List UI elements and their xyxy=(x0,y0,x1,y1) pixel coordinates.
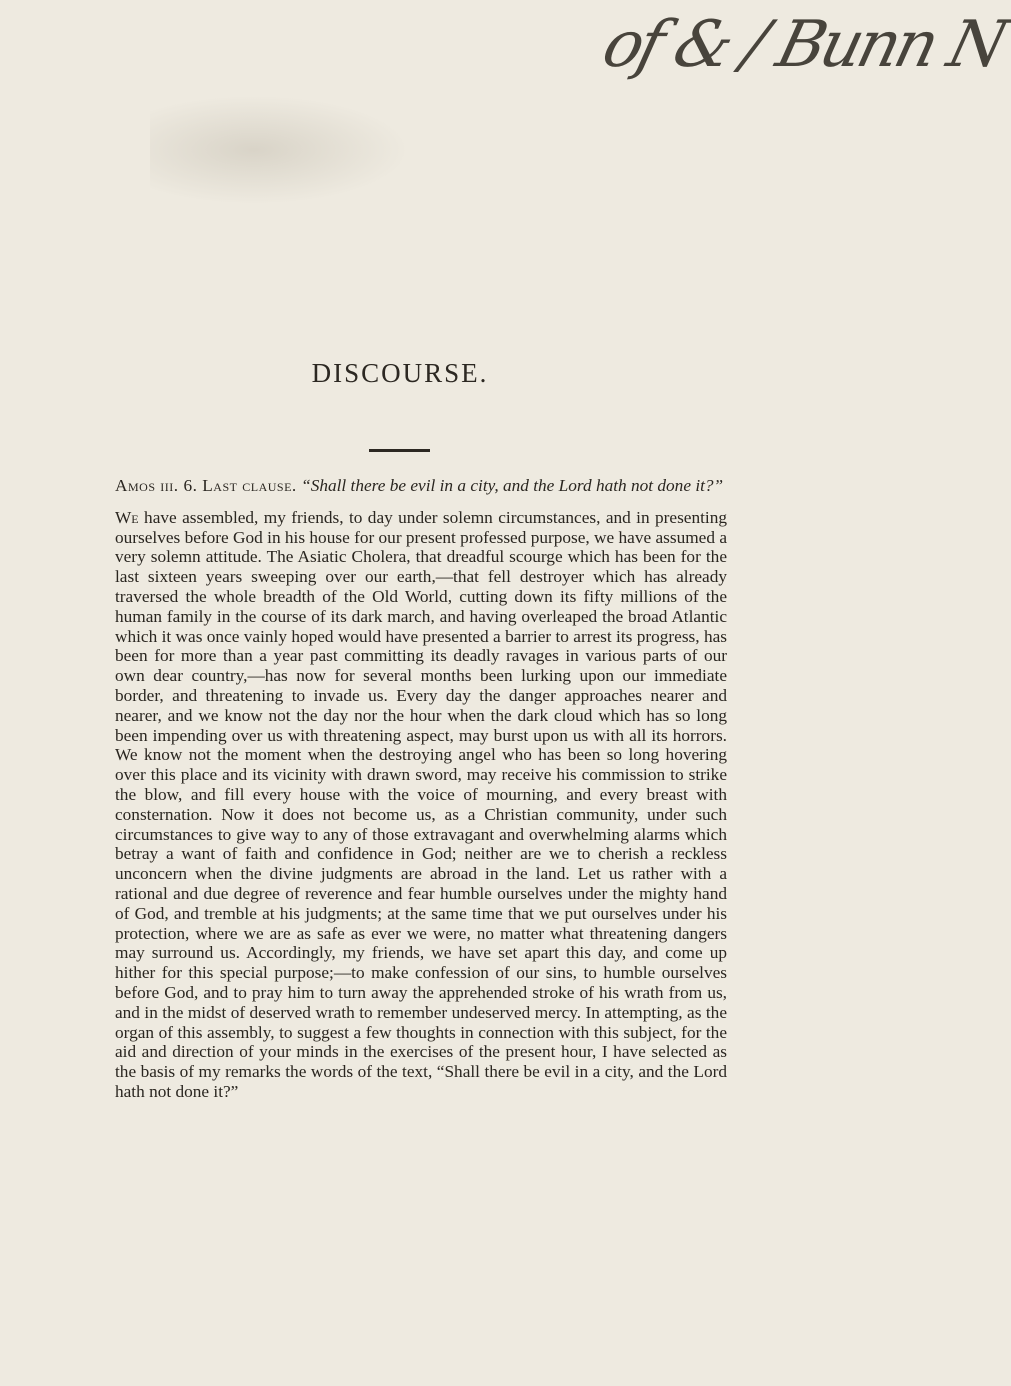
ink-bleed-through xyxy=(150,95,410,205)
paragraph-text: have assembled, my friends, to day under solemn circumstances, and in presenting ourselves before God in his house for our present professed purpose, we have assumed a very solemn attitude. The Asiatic Cholera, that dreadful scourge which has been for the last sixteen years sweeping over our earth,—that fell destroyer which has already traversed the whole breadth of the Old World, cutting down its fifty millions of the human family in the course of its dark march, and having overleaped the broad Atlantic which it was once vainly hoped would have presented a barrier to arrest its progress, has been for more than a year past committing its deadly ravages in various parts of our own dear country,—has now for several months been lurking upon our immediate border, and threatening to invade us. Every day the danger approaches nearer and nearer, and we know not the day nor the hour when the dark cloud which has so long been impending over us with threatening aspect, may burst upon us with all its horrors. We know not the moment when the destroying angel who has been so long hovering over this place and its vicinity with drawn sword, may receive his commission to strike the blow, and fill every house with the voice of mourning, and every breast with consternation. Now it does not become us, as a Christian community, under such circumstances to give way to any of those extravagant and overwhelming alarms which betray a want of faith and confidence in God; neither are we to cherish a reckless unconcern when the divine judgments are abroad in the land. Let us rather with a rational and due degree of reverence and fear humble ourselves under the mighty hand of God, and tremble at his judgments; at the same time that we put ourselves under his protection, where we are as safe as ever we were, no matter what threatening dangers may surround us. Accordingly, my friends, we have set apart this day, and come up hither for this special purpose;—to make confession of our sins, to humble ourselves before God, and to pray him to turn away the apprehended stroke of his wrath from us, and in the midst of deserved wrath to remember undeserved mercy. In attempting, as the organ of this assembly, to suggest a few thoughts in connection with this subject, for the aid and direction of your minds in the exercises of the present hour, I have selected as the basis of my remarks the words of the text, “Shall there be evil in a city, and the Lord hath not done it?” xyxy=(115,507,727,1101)
body-paragraph xyxy=(115,508,727,1102)
title-divider xyxy=(369,449,430,452)
text-block xyxy=(115,476,727,1102)
scripture-quote: “Shall there be evil in a city, and the Lord hath not done it?” xyxy=(301,476,724,495)
epigraph xyxy=(115,476,727,496)
page-title: DISCOURSE. xyxy=(311,358,489,388)
handwritten-annotation: of & / Bunn N xyxy=(595,8,1011,82)
paragraph-lead: We xyxy=(115,507,139,527)
scripture-reference: Amos iii. 6. Last clause. xyxy=(115,476,297,495)
